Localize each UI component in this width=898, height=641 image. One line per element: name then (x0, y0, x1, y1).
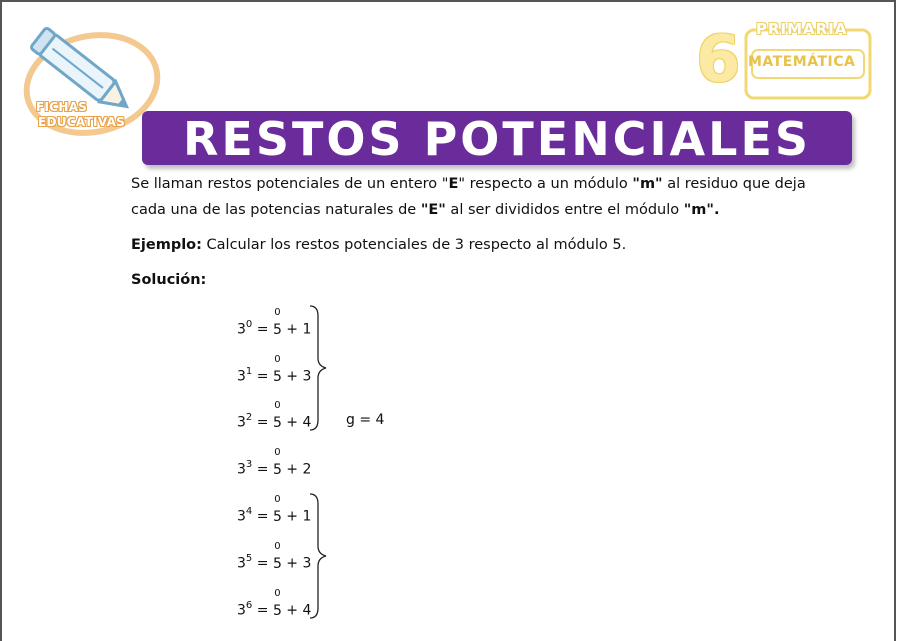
eq-module-value: 5 (272, 461, 282, 478)
eq-base: 3 (237, 414, 246, 431)
eq-exponent: 6 (245, 600, 253, 611)
period-label: g = 4 (346, 412, 385, 428)
eq-multiple-mark: 0 (274, 306, 281, 318)
eq-module (272, 540, 282, 572)
intro-text: " respecto a un módulo (458, 176, 633, 192)
eq-module (272, 493, 282, 525)
primaria-matematica-logo (696, 20, 880, 102)
equation-row (237, 353, 312, 385)
eq-module-value: 5 (272, 555, 282, 572)
intro-bold-m: "m" (632, 176, 663, 192)
example-label: Ejemplo: (131, 237, 202, 253)
eq-multiple-mark: 0 (274, 587, 281, 599)
eq-remainder: + 1 (281, 508, 312, 525)
grade-number: 6 (696, 23, 741, 97)
eq-module-value: 5 (272, 414, 282, 431)
eq-equals: = (252, 414, 273, 431)
intro-text: cada una de las potencias naturales de (131, 202, 421, 218)
eq-multiple-mark: 0 (274, 493, 281, 505)
eq-module-value: 5 (272, 508, 282, 525)
eq-multiple-mark: 0 (274, 446, 281, 458)
eq-remainder: + 1 (281, 321, 312, 338)
eq-exponent: 3 (245, 459, 253, 470)
eq-equals: = (252, 602, 273, 619)
equation-row (237, 493, 312, 525)
eq-remainder: + 2 (281, 461, 312, 478)
eq-base: 3 (237, 602, 246, 619)
subject-label: MATEMÁTICA (748, 54, 856, 70)
eq-exponent: 5 (245, 553, 253, 564)
eq-module (272, 306, 282, 338)
eq-module (272, 399, 282, 431)
example-line (131, 237, 626, 253)
eq-base: 3 (237, 508, 246, 525)
intro-bold-e: E (448, 176, 459, 192)
eq-exponent: 4 (245, 506, 253, 517)
intro-line-1 (131, 176, 806, 192)
logo-line-2: EDUCATIVAS (38, 115, 126, 129)
page-title: RESTOS POTENCIALES (182, 112, 812, 166)
eq-remainder: + 3 (281, 368, 312, 385)
eq-equals: = (252, 321, 273, 338)
intro-bold-m: "m". (683, 202, 720, 218)
solution-label: Solución: (131, 272, 207, 288)
title-banner (142, 111, 852, 165)
eq-module (272, 587, 282, 619)
eq-remainder: + 4 (281, 602, 312, 619)
logo-line-1: FICHAS (36, 100, 88, 114)
eq-base: 3 (237, 555, 246, 572)
eq-module-value: 5 (272, 602, 282, 619)
eq-exponent: 2 (245, 412, 253, 423)
intro-text: Se llaman restos potenciales de un entero " (131, 176, 449, 192)
eq-equals: = (252, 555, 273, 572)
eq-equals: = (252, 508, 273, 525)
equation-row (237, 399, 312, 431)
eq-module-value: 5 (272, 368, 282, 385)
intro-line-2 (131, 202, 719, 218)
brace-icon (308, 304, 332, 432)
example-text: Calcular los restos potenciales de 3 respecto al módulo 5. (201, 237, 627, 253)
eq-multiple-mark: 0 (274, 540, 281, 552)
intro-text: al ser divididos entre el módulo (445, 202, 684, 218)
eq-base: 3 (237, 368, 246, 385)
eq-multiple-mark: 0 (274, 399, 281, 411)
equation-row (237, 587, 312, 619)
eq-equals: = (252, 461, 273, 478)
intro-text: al residuo que deja (662, 176, 806, 192)
eq-exponent: 1 (245, 366, 253, 377)
solution-line (131, 272, 206, 288)
equation-row (237, 306, 312, 338)
eq-base: 3 (237, 321, 246, 338)
eq-module (272, 446, 282, 478)
intro-bold-e: "E" (420, 202, 446, 218)
eq-multiple-mark: 0 (274, 353, 281, 365)
eq-base: 3 (237, 461, 246, 478)
eq-equals: = (252, 368, 273, 385)
equation-row (237, 540, 312, 572)
brace-icon (308, 492, 332, 620)
level-label: PRIMARIA (756, 20, 848, 38)
eq-exponent: 0 (245, 319, 253, 330)
eq-remainder: + 4 (281, 414, 312, 431)
eq-module-value: 5 (272, 321, 282, 338)
equation-row (237, 446, 312, 478)
eq-module (272, 353, 282, 385)
eq-remainder: + 3 (281, 555, 312, 572)
